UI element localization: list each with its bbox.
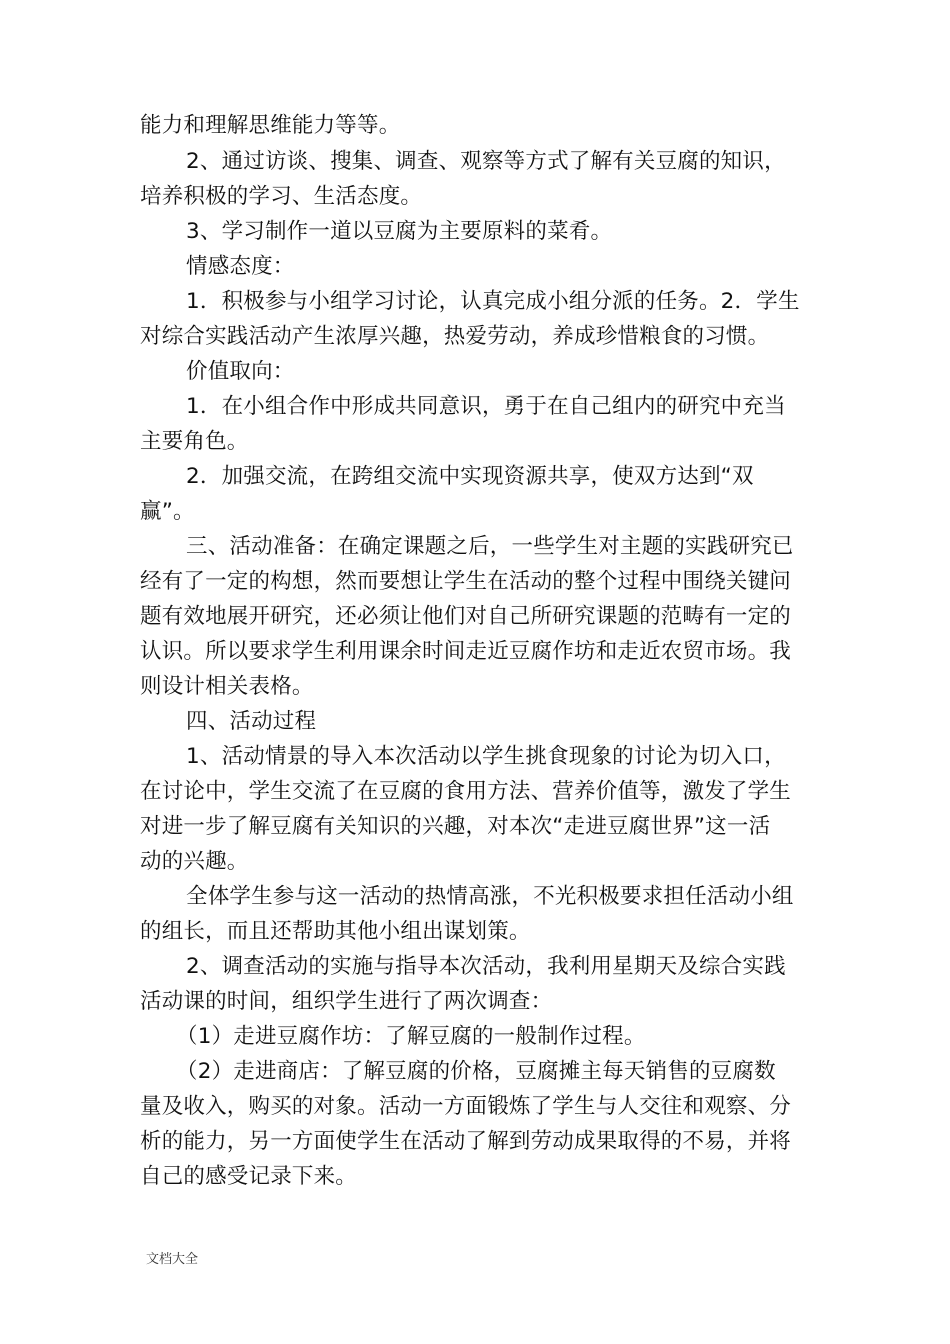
text-line: 2、通过访谈、搜集、调查、观察等方式了解有关豆腐的知识，: [186, 149, 786, 174]
text-line: 则设计相关表格。: [140, 674, 314, 699]
text-line: 能力和理解思维能力等等。: [140, 113, 401, 138]
text-line: 自己的感受记录下来。: [140, 1164, 358, 1189]
text-line: 赢”。: [140, 499, 195, 524]
text-line: （1）走进豆腐作坊：了解豆腐的一般制作过程。: [176, 1024, 646, 1049]
text-line: 3、学习制作一道以豆腐为主要原料的菜肴。: [186, 219, 613, 244]
text-line: 2、调查活动的实施与指导本次活动，我利用星期天及综合实践: [186, 954, 786, 979]
text-line: 动的兴趣。: [140, 849, 249, 874]
section-heading: 四、活动过程: [186, 709, 317, 734]
text-line: 的组长，而且还帮助其他小组出谋划策。: [140, 919, 531, 944]
section-heading: 价值取向：: [186, 359, 295, 384]
text-line: 培养积极的学习、生活态度。: [140, 184, 423, 209]
text-line: 1．积极参与小组学习讨论，认真完成小组分派的任务。2．学生: [186, 289, 800, 314]
text-line: 全体学生参与这一活动的热情高涨，不光积极要求担任活动小组: [186, 884, 794, 909]
section-heading: 情感态度：: [186, 254, 295, 279]
text-line: 析的能力，另一方面使学生在活动了解到劳动成果取得的不易，并将: [140, 1129, 792, 1154]
text-line: （2）走进商店：了解豆腐的价格，豆腐摊主每天销售的豆腐数: [176, 1059, 776, 1084]
text-line: 三、活动准备：在确定课题之后，一些学生对主题的实践研究已: [186, 534, 794, 559]
text-line: 经有了一定的构想，然而要想让学生在活动的整个过程中围绕关键问: [140, 569, 792, 594]
text-line: 2．加强交流，在跨组交流中实现资源共享，使双方达到“双: [186, 464, 754, 489]
text-line: 对综合实践活动产生浓厚兴趣，热爱劳动，养成珍惜粮食的习惯。: [140, 324, 770, 349]
text-line: 量及收入，购买的对象。活动一方面锻炼了学生与人交往和观察、分: [140, 1094, 792, 1119]
text-line: 主要角色。: [140, 429, 249, 454]
text-line: 在讨论中，学生交流了在豆腐的食用方法、营养价值等，激发了学生: [140, 779, 792, 804]
text-line: 对进一步了解豆腐有关知识的兴趣，对本次“走进豆腐世界”这一活: [140, 814, 771, 839]
text-line: 活动课的时间，组织学生进行了两次调查：: [140, 989, 553, 1014]
text-line: 认识。所以要求学生利用课余时间走近豆腐作坊和走近农贸市场。我: [140, 639, 792, 664]
text-line: 1．在小组合作中形成共同意识，勇于在自己组内的研究中充当: [186, 394, 786, 419]
text-line: 1、活动情景的导入本次活动以学生挑食现象的讨论为切入口，: [186, 744, 786, 769]
text-line: 题有效地展开研究，还必须让他们对自己所研究课题的范畴有一定的: [140, 604, 792, 629]
page-footer: 文档大全: [146, 1252, 199, 1267]
